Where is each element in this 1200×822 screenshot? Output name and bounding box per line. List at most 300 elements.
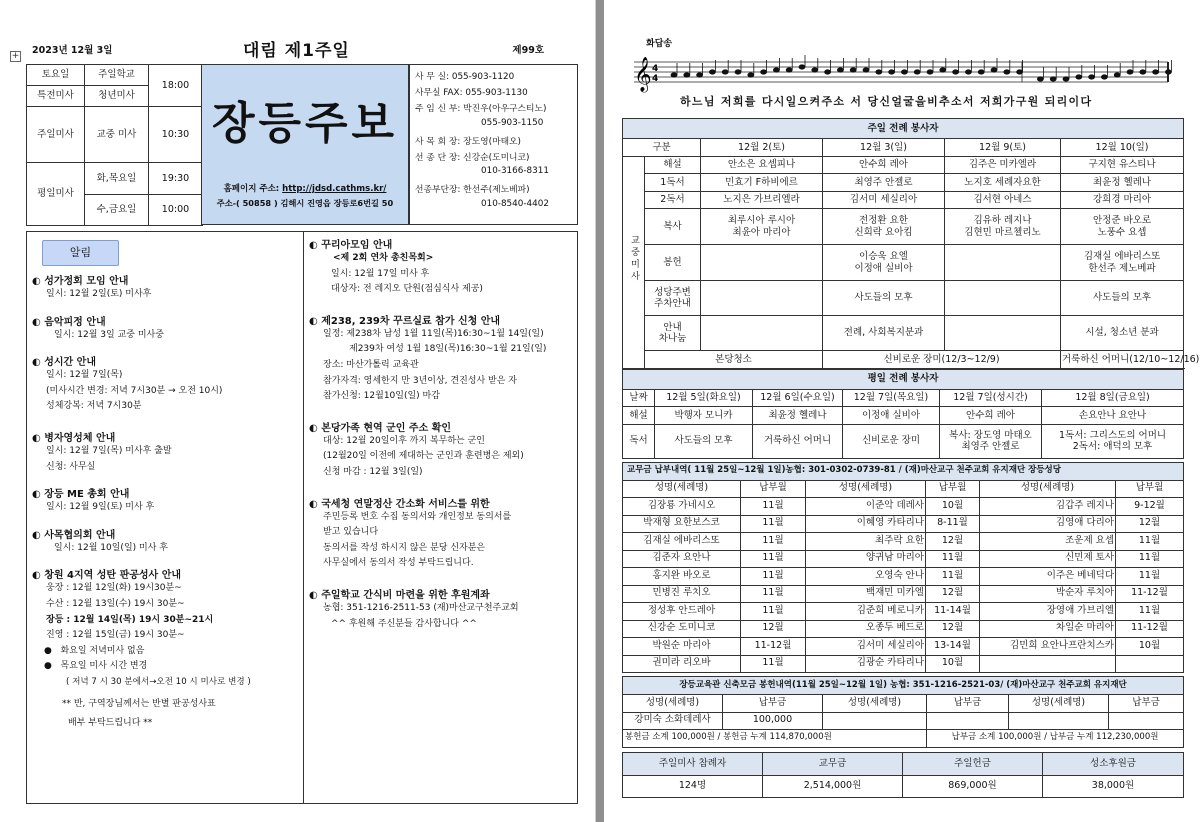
cell: 백재민 미카엘 bbox=[806, 585, 926, 603]
cell: 손요안나 요안나 bbox=[1042, 407, 1184, 425]
cell: 시설, 청소년 분과 bbox=[1061, 316, 1184, 351]
row-label: 봉헌 bbox=[645, 245, 701, 281]
note-head bbox=[927, 70, 933, 74]
col-header: 12월 5일(화요일) bbox=[655, 389, 753, 407]
cell: 사도들의 모후 bbox=[823, 281, 945, 316]
notice-heading: ◐ 성시간 안내 bbox=[32, 357, 96, 369]
cell: 사도들의 모후 bbox=[655, 424, 753, 458]
cell: 최윤정 헬레나 bbox=[1061, 174, 1184, 192]
cell bbox=[1109, 712, 1184, 730]
bullet-text: 화요일 저녁미사 없음 bbox=[60, 645, 145, 656]
cell: 장영애 가브리엘 bbox=[980, 603, 1116, 621]
note-head bbox=[914, 70, 920, 74]
col-header: 12월 2(토) bbox=[701, 139, 823, 157]
note-head bbox=[1114, 73, 1120, 77]
col-header: 납부월 bbox=[1116, 480, 1184, 498]
notice-line: 주민등록 번호 수집 동의서와 개인정보 동의서를 bbox=[323, 511, 512, 522]
cell: 강미숙 소화데레사 bbox=[623, 712, 723, 730]
total-value: 869,000원 bbox=[903, 775, 1043, 797]
cell: 노지은 가브리엘라 bbox=[701, 191, 823, 209]
note-head bbox=[1101, 75, 1107, 79]
notice-line: 일시: 12월 9일(토) 미사 후 bbox=[46, 502, 155, 513]
note-head bbox=[825, 70, 831, 74]
tithe-table bbox=[622, 462, 1184, 674]
row-label: 1독서 bbox=[645, 174, 701, 192]
notice-line: 대상자: 전 레지오 단원(점심식사 제공) bbox=[331, 284, 483, 295]
cell: 안소은 요셉피나 bbox=[701, 156, 823, 174]
col-header: 납부월 bbox=[741, 480, 806, 498]
cell bbox=[940, 424, 1042, 458]
notice-line: 일시: 12월 10일(일) 미사 후 bbox=[54, 542, 168, 553]
cell: 토요일 bbox=[27, 65, 85, 86]
notice-heading: ◐ 성가정회 모임 안내 bbox=[32, 276, 129, 287]
table-row bbox=[623, 655, 1184, 673]
cell-line: 김현민 마르첼리노 bbox=[964, 226, 1041, 238]
table-row bbox=[623, 498, 1184, 516]
note-head bbox=[761, 70, 767, 74]
note-head bbox=[1165, 70, 1171, 74]
cell bbox=[823, 712, 927, 730]
notice-column-2 bbox=[309, 226, 577, 632]
cell: 오영숙 안나 bbox=[806, 568, 926, 586]
cell-line: 성당주변 bbox=[654, 286, 691, 298]
cell: 거룩하신 어머니(12/10~12/16) bbox=[1061, 351, 1184, 369]
notice-line: 진영 : 12월 15일(금) 19시 30분~ bbox=[46, 630, 185, 641]
cell: 11-14월 bbox=[926, 603, 980, 621]
notice-heading: ◐ 제238, 239차 꾸르실료 참가 신청 안내 bbox=[309, 315, 501, 327]
church-address: 주소-( 50858 ) 김해시 진영읍 장등로6번길 50 bbox=[216, 198, 394, 208]
cell bbox=[823, 209, 945, 245]
notice-line: 참가자격: 영세한지 만 3년이상, 견진성사 받은 자 bbox=[323, 375, 517, 386]
cell: 수,금요일 bbox=[85, 195, 149, 226]
cell: 11월 bbox=[1116, 533, 1184, 551]
table-row bbox=[623, 568, 1184, 586]
contact-line: 010-3166-8311 bbox=[481, 166, 549, 177]
col-header: 교무금 bbox=[763, 752, 903, 775]
cell: 10:30 bbox=[149, 107, 203, 163]
notice-line: 농협: 351-1216-2511-53 (재)마산교구천주교회 bbox=[323, 602, 519, 613]
bullet-text: 목요일 미사 시간 변경 bbox=[60, 661, 148, 672]
issue-number: 제99호 bbox=[512, 45, 544, 56]
cell bbox=[823, 245, 945, 281]
cell: 김장룡 가네시오 bbox=[623, 498, 741, 516]
cell: 안수희 레아 bbox=[823, 156, 945, 174]
row-label: 2독서 bbox=[645, 191, 701, 209]
cell: 정성후 안드레아 bbox=[623, 603, 741, 621]
cell: 차일순 마리아 bbox=[980, 620, 1116, 638]
note-head bbox=[748, 73, 754, 77]
col-header: 성명(세례명) bbox=[823, 695, 927, 713]
table-row bbox=[623, 638, 1184, 656]
table-row bbox=[623, 585, 1184, 603]
cell: 조운제 요셉 bbox=[980, 533, 1116, 551]
cell bbox=[1116, 655, 1184, 673]
cell: 13-14월 bbox=[926, 638, 980, 656]
cell: 11월 bbox=[741, 603, 806, 621]
column-divider bbox=[303, 232, 304, 803]
col-header: 성명(세례명) bbox=[623, 480, 741, 498]
notice-line: 일시: 12월 2일(토) 미사후 bbox=[46, 289, 152, 299]
cell: 김재실 에바리스또 bbox=[623, 533, 741, 551]
cell bbox=[945, 281, 1061, 316]
fund-sum-left: 봉헌금 소계 100,000원 / 봉헌금 누계 114,870,000원 bbox=[623, 730, 927, 748]
notice-line: (12월20일 이전에 제대하는 군인과 훈련병은 제외) bbox=[323, 451, 524, 462]
cell-line: 최루시아 루시아 bbox=[727, 215, 796, 227]
side-label-text: 교중미사 bbox=[629, 235, 639, 283]
col-header: 납부금 bbox=[927, 695, 1009, 713]
note-head bbox=[1037, 77, 1043, 81]
notice-title-button[interactable]: 알림 bbox=[42, 240, 119, 266]
cell-line: 노풍수 요셉 bbox=[1097, 226, 1147, 238]
note-head bbox=[901, 70, 907, 74]
col-header: 12월 8일(금요일) bbox=[1042, 389, 1184, 407]
psalm-title: 화답송 bbox=[646, 39, 673, 49]
notice-line: ^^ 후원해 주신분들 감사합니다 ^^ bbox=[331, 618, 477, 629]
psalm-response bbox=[632, 36, 1172, 108]
note-head bbox=[671, 73, 677, 77]
cell: 11-12월 bbox=[741, 638, 806, 656]
notice-line: 배부 부탁드립니다 ** bbox=[68, 718, 153, 729]
cell: 박재형 요한보스코 bbox=[623, 515, 741, 533]
issue-date: 2023년 12월 3일 bbox=[32, 45, 113, 56]
cell bbox=[1061, 245, 1184, 281]
col-header: 성명(세례명) bbox=[623, 695, 723, 713]
total-value: 124명 bbox=[623, 775, 763, 797]
cell: 특전미사 bbox=[27, 86, 85, 107]
cell: 홍지완 바오로 bbox=[623, 568, 741, 586]
note-head bbox=[940, 68, 946, 72]
cell: 11-12월 bbox=[1116, 620, 1184, 638]
note-head bbox=[1127, 70, 1133, 74]
cell: 주일학교 bbox=[85, 65, 149, 86]
cell: 11월 bbox=[1116, 603, 1184, 621]
cell: 김서현 아네스 bbox=[945, 191, 1061, 209]
note-head bbox=[722, 70, 728, 74]
note-head bbox=[1017, 70, 1023, 74]
cell: 김민희 요안나프란치스카 bbox=[980, 638, 1116, 656]
note-head bbox=[709, 70, 715, 74]
table-title: 교무금 납부내역( 11월 25일~12월 1일)농협: 301-0302-0739-81 / (재)마산교구 천주교회 유지재단 장등성당 bbox=[623, 462, 1184, 480]
cell bbox=[701, 281, 823, 316]
cell: 10월 bbox=[1116, 638, 1184, 656]
cell: 최윤정 헬레나 bbox=[753, 407, 843, 425]
treble-clef-icon: 𝄞 bbox=[634, 57, 652, 92]
cell bbox=[945, 245, 1061, 281]
col-header: 12월 7일(성시간) bbox=[940, 389, 1042, 407]
right-page bbox=[604, 0, 1200, 822]
cell: 12월 bbox=[1116, 515, 1184, 533]
cell: 김준자 요안나 bbox=[623, 550, 741, 568]
note-head bbox=[1076, 75, 1082, 79]
cell-line: 김유하 레지나 bbox=[973, 215, 1032, 227]
cell: 12월 bbox=[926, 585, 980, 603]
notice-line: (미사시간 변경: 저녁 7시30분 → 오전 10시) bbox=[46, 385, 223, 396]
notice-line: 장소: 마산가톨릭 교육관 bbox=[323, 359, 419, 370]
cell: 김서미 세실리아 bbox=[806, 638, 926, 656]
cell: 김영애 다리아 bbox=[980, 515, 1116, 533]
right-tables bbox=[622, 118, 1200, 798]
cell: 최주락 요한 bbox=[806, 533, 926, 551]
notice-line: ( 저녁 7 시 30 분에서→오전 10 시 미사로 변경 ) bbox=[66, 676, 251, 687]
contact-info bbox=[409, 64, 578, 225]
cell: 거룩하신 어머니 bbox=[753, 424, 843, 458]
notice-bullet: ● 목요일 미사 시간 변경 bbox=[44, 661, 148, 672]
notice-line: 일시: 12월 3일 교중 미사중 bbox=[54, 329, 164, 340]
notice-line: 일정: 제238차 남성 1월 11일(목)16:30~1월 14일(일) bbox=[323, 328, 544, 339]
cell: 김광순 카타리나 bbox=[806, 655, 926, 673]
note-head bbox=[1089, 75, 1095, 79]
cell-line: 복사: 장도영 마태오 bbox=[949, 429, 1032, 441]
note-head bbox=[876, 70, 882, 74]
col-header: 주일헌금 bbox=[903, 752, 1043, 775]
left-page bbox=[0, 0, 596, 822]
page-gap bbox=[596, 0, 604, 822]
note-head bbox=[1004, 70, 1010, 74]
notice-box bbox=[26, 231, 578, 804]
contact-line: 주 임 신 부: 박진우(아우구스티노) bbox=[415, 104, 547, 115]
col-header: 12월 3(일) bbox=[823, 139, 945, 157]
cell: 박순자 루치아 bbox=[980, 585, 1116, 603]
cell: 전례, 사회복지분과 bbox=[823, 316, 945, 351]
notice-heading: ◐ 병자영성체 안내 bbox=[32, 432, 116, 444]
note-head bbox=[684, 73, 690, 77]
note-head bbox=[889, 70, 895, 74]
row-label: 해설 bbox=[645, 156, 701, 174]
notice-line: <제 2회 연차 총친목회> bbox=[333, 253, 434, 263]
cell: 11-12월 bbox=[1116, 585, 1184, 603]
cell: 청년미사 bbox=[85, 86, 149, 107]
cell bbox=[1061, 209, 1184, 245]
move-handle-icon[interactable]: + bbox=[11, 51, 20, 61]
cell-line: 이승욱 요엘 bbox=[859, 251, 908, 263]
notice-bullet: ● 화요일 저녁미사 없음 bbox=[44, 645, 145, 656]
notice-column-1 bbox=[32, 262, 300, 732]
notice-line: 동의서를 작성 하시지 않은 분당 신자분은 bbox=[323, 542, 486, 553]
homepage-line bbox=[202, 182, 408, 194]
cell: 19:30 bbox=[149, 163, 203, 195]
note-head bbox=[697, 73, 703, 77]
cell bbox=[701, 209, 823, 245]
table-title: 평일 전례 봉사자 bbox=[623, 369, 1184, 389]
cell-line: 최영주 안젤로 bbox=[961, 441, 1020, 452]
cell bbox=[980, 655, 1116, 673]
cell: 신비로운 장미 bbox=[843, 424, 940, 458]
col-header: 성명(세례명) bbox=[806, 480, 926, 498]
cell: 9-12월 bbox=[1116, 498, 1184, 516]
side-label bbox=[623, 156, 645, 368]
col-header: 12월 10(일) bbox=[1061, 139, 1184, 157]
weekday-liturgy-table bbox=[622, 369, 1184, 459]
notice-heading: ◐ 본당가족 현역 군인 주소 확인 bbox=[309, 422, 452, 434]
time-signature: 4 bbox=[652, 74, 659, 84]
notice-line: 신청: 사무실 bbox=[46, 461, 96, 472]
row-label: 해설 bbox=[623, 407, 655, 425]
cell-line: 안정준 바오로 bbox=[1092, 215, 1152, 227]
table-row bbox=[623, 515, 1184, 533]
cell: 사도들의 모후 bbox=[1061, 281, 1184, 316]
notice-line: 제239차 여성 1월 18일(목)16:30~1월 21일(일) bbox=[349, 344, 547, 355]
notice-heading: ◐ 창원 4지역 성탄 판공성사 안내 bbox=[32, 570, 182, 582]
cell: 11월 bbox=[1116, 568, 1184, 586]
cell: 11월 bbox=[926, 550, 980, 568]
cell: 이정애 실비아 bbox=[843, 407, 940, 425]
cell-line: 한선주 제노베파 bbox=[1088, 262, 1156, 274]
notice-line: 일시: 12월 17일 미사 후 bbox=[331, 268, 430, 279]
cell: 이준악 데레사 bbox=[806, 498, 926, 516]
mass-schedule-table bbox=[26, 64, 203, 226]
cell: 10월 bbox=[926, 498, 980, 516]
psalm-lyric: 하느님 저희를 다시일으켜주소 서 당신얼굴을비추소서 저희가구원 되리이다 bbox=[680, 95, 1093, 108]
cell: 양귀남 마리아 bbox=[806, 550, 926, 568]
cell-line: 1독서: 그리스도의 어머니 bbox=[1059, 429, 1167, 441]
bulletin-logo-box bbox=[201, 64, 409, 225]
cell: 신민제 토사 bbox=[980, 550, 1116, 568]
note-head bbox=[735, 70, 741, 74]
cell: 이혜영 카타리나 bbox=[806, 515, 926, 533]
notice-heading: ◐ 주일학교 간식비 마련을 위한 후원계좌 bbox=[309, 589, 490, 601]
cell-line: 최윤아 마리아 bbox=[732, 226, 791, 238]
cell bbox=[1009, 712, 1109, 730]
cell: 교중 미사 bbox=[85, 107, 149, 163]
note-head bbox=[850, 68, 856, 72]
col-header: 12월 7일(목요일) bbox=[843, 389, 940, 407]
table-title: 장등교육관 신축모금 봉헌내역(11월 25일~12월 1일) 농협: 351-1216-2521-03/ (재)마산교구 천주교회 유지재단 bbox=[623, 677, 1184, 695]
cell: 100,000 bbox=[723, 712, 823, 730]
cell bbox=[701, 316, 823, 351]
cell: 화,목요일 bbox=[85, 163, 149, 195]
cell: 12월 bbox=[926, 620, 980, 638]
cell: 구지현 유스티나 bbox=[1061, 156, 1184, 174]
notice-line: 일시: 12월 7일(목) bbox=[46, 370, 123, 381]
contact-line: 선 종 단 장: 신강순(도미니코) bbox=[415, 152, 530, 163]
note-head bbox=[991, 68, 997, 72]
time-signature: 4 bbox=[652, 64, 659, 74]
notice-line: 받고 있습니다 bbox=[323, 527, 379, 538]
cell: 강희경 마리아 bbox=[1061, 191, 1184, 209]
notice-line: 대상: 12월 20일이후 까지 복무하는 군인 bbox=[323, 435, 485, 446]
cell: 최영주 안젤로 bbox=[823, 174, 945, 192]
cell: 신비로운 장미(12/3~12/9) bbox=[823, 351, 1061, 369]
contact-line: 사 목 회 장: 장도영(마태오) bbox=[415, 136, 521, 147]
note-head bbox=[978, 70, 984, 74]
cell-line: 차나눔 bbox=[658, 333, 687, 344]
notice-line: 참가신청: 12월10일(일) 마감 bbox=[323, 391, 440, 402]
row-label: 본당청소 bbox=[645, 351, 823, 369]
sunday-liturgy-table bbox=[622, 118, 1200, 369]
cell bbox=[927, 712, 1009, 730]
note-head bbox=[812, 68, 818, 72]
col-header: 납부월 bbox=[926, 480, 980, 498]
col-header: 12월 9(토) bbox=[945, 139, 1061, 157]
cell-line: 전정환 요한 bbox=[859, 215, 908, 227]
col-header: 12월 6일(수요일) bbox=[753, 389, 843, 407]
notice-line: 신청 마감 : 12월 3일(일) bbox=[323, 466, 423, 477]
note-head bbox=[1140, 70, 1146, 74]
cell bbox=[1042, 424, 1184, 458]
cell: 오종두 베드로 bbox=[806, 620, 926, 638]
total-value: 38,000원 bbox=[1043, 775, 1184, 797]
col-header: 성소후원금 bbox=[1043, 752, 1184, 775]
cell bbox=[945, 209, 1061, 245]
table-row bbox=[623, 533, 1184, 551]
total-value: 2,514,000원 bbox=[763, 775, 903, 797]
col-header: 성명(세례명) bbox=[980, 480, 1116, 498]
cell bbox=[701, 245, 823, 281]
notice-heading: ◐ 음악피정 안내 bbox=[32, 316, 106, 328]
table-row bbox=[623, 620, 1184, 638]
homepage-link[interactable]: http://jdsd.cathms.kr/ bbox=[282, 184, 387, 194]
row-label: 독서 bbox=[623, 424, 655, 458]
col-header: 납부금 bbox=[723, 695, 823, 713]
note-head bbox=[773, 68, 779, 72]
cell: 노지호 세례자요한 bbox=[945, 174, 1061, 192]
cell: 김서미 세실리아 bbox=[823, 191, 945, 209]
homepage-label: 홈페이지 주소: bbox=[223, 184, 283, 194]
cell: 10월 bbox=[926, 655, 980, 673]
cell-line: 신희락 요아킴 bbox=[854, 226, 913, 238]
fund-sum-right: 납부금 소계 100,000원 / 납부금 누계 112,230,000원 bbox=[927, 730, 1184, 748]
notice-heading: ◐ 장등 ME 총회 안내 bbox=[32, 489, 130, 501]
col-header: 성명(세례명) bbox=[1009, 695, 1109, 713]
notice-line: 일시: 12월 7일(목) 미사후 출발 bbox=[46, 445, 172, 456]
cell: 박행자 모니카 bbox=[655, 407, 753, 425]
cell: 11월 bbox=[741, 533, 806, 551]
cell: 11월 bbox=[741, 515, 806, 533]
note-head bbox=[863, 68, 869, 72]
row-label bbox=[645, 316, 701, 351]
col-header: 날짜 bbox=[623, 389, 655, 407]
cell: 11월 bbox=[1116, 550, 1184, 568]
cell: 민효기 F하비에르 bbox=[701, 174, 823, 192]
building-fund-table bbox=[622, 676, 1184, 748]
note-head bbox=[1153, 70, 1159, 74]
cell-line: 2독서: 애덕의 모후 bbox=[1072, 441, 1153, 452]
cell: 안수희 레아 bbox=[940, 407, 1042, 425]
col-header: 납부금 bbox=[1109, 695, 1184, 713]
contact-line: 선종부단장: 한선주(제노베파) bbox=[415, 185, 530, 196]
note-head bbox=[786, 68, 792, 72]
row-label: 복사 bbox=[645, 209, 701, 245]
bulletin-title: 대림 제1주일 bbox=[243, 41, 350, 61]
bulletin-logo-text: 장등주보 bbox=[211, 98, 398, 149]
cell: 민병진 루치오 bbox=[623, 585, 741, 603]
cell-line: 이정애 실비아 bbox=[854, 262, 913, 274]
totals-table bbox=[622, 752, 1184, 798]
notice-heading: ◐ 꾸리아모임 안내 bbox=[309, 240, 393, 251]
cell: 권미라 리오바 bbox=[623, 655, 741, 673]
col-header: 주일미사 참례자 bbox=[623, 752, 763, 775]
cell: 평일미사 bbox=[27, 163, 85, 226]
note-head bbox=[1050, 77, 1056, 81]
cell: 주일미사 bbox=[27, 107, 85, 163]
cell: 11월 bbox=[741, 585, 806, 603]
cell: 11월 bbox=[741, 498, 806, 516]
notice-line: 수산 : 12월 13일(수) 19시 30분~ bbox=[46, 598, 185, 609]
notice-heading: ◐ 사목협의회 안내 bbox=[32, 529, 116, 541]
contact-line: 055-903-1150 bbox=[481, 117, 544, 128]
notice-line: ** 반, 구역장님께서는 반별 판공성사표 bbox=[62, 698, 216, 709]
cell: 8-11월 bbox=[926, 515, 980, 533]
cell: 김준희 베로니카 bbox=[806, 603, 926, 621]
cell-line: 주차안내 bbox=[654, 298, 691, 309]
notice-heading: ◐ 국세청 연말정산 간소화 서비스를 위한 bbox=[309, 498, 490, 510]
notice-line: 웅장 : 12월 12일(화) 19시30분~ bbox=[46, 583, 182, 594]
note-head bbox=[953, 70, 959, 74]
cell: 12월 bbox=[926, 533, 980, 551]
cell bbox=[945, 316, 1061, 351]
note-head bbox=[1063, 77, 1069, 81]
table-row bbox=[623, 603, 1184, 621]
